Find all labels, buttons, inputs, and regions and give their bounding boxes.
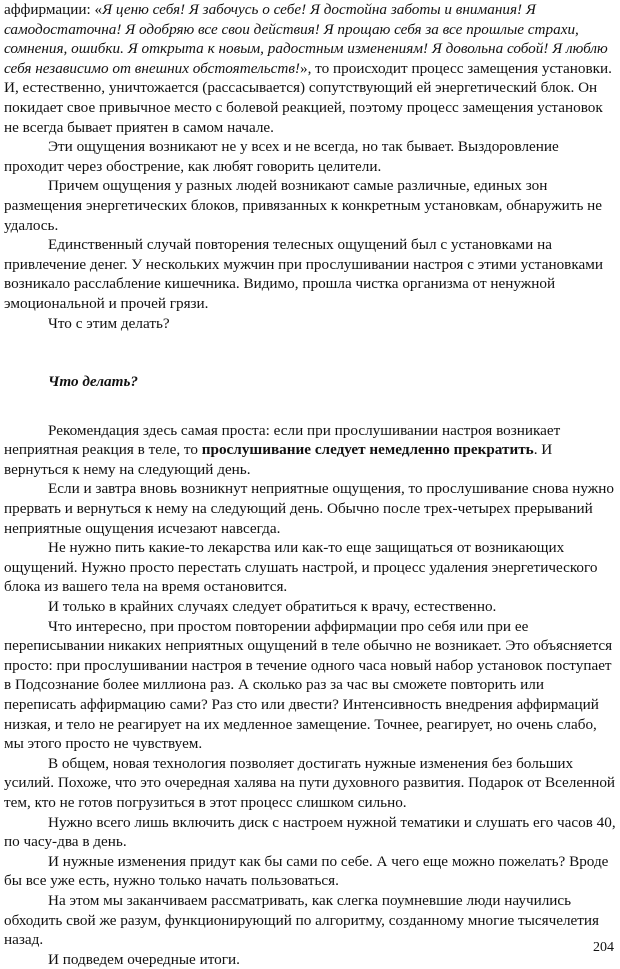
page-number: 204 (593, 940, 614, 955)
paragraph: Единственный случай повторения телесных ощущений был с установками на привлечение денег. У нескольких мужчин при прослушивании настроя с этими установками возникало расслабление кишечника. Видимо, прошла чистка организма от ненужной эмоциональной и прочей грязи. (4, 236, 603, 312)
affirmations-continuation: », то происходит процесс замещения установки. И, естественно, уничтожается (рассасывается) сопутствующий ей энергетический блок. Он покидает свое привычное место с болевой реакцией, поэтому процесс замещения установок не всегда бывает приятен в самом начале. (4, 59, 612, 136)
paragraph: И только в крайних случаях следует обратиться к врачу, естественно. (48, 598, 497, 616)
paragraph: На этом мы заканчиваем рассматривать, как слегка поумневшие люди научились обходить свой же разум, функционирующий по алгоритму, созданному многие тысячелетия назад. (4, 891, 600, 949)
body-text (4, 0, 616, 969)
paragraph: Нужно всего лишь включить диск с настроем нужной тематики и слушать его часов 40, по часу-два в день. (4, 813, 616, 851)
paragraph: Причем ощущения у разных людей возникают самые различные, единых зон размещения энергетических блоков, привязанных к конкретным установкам, обнаружить не удалось. (4, 177, 603, 234)
paragraph-affirmations (4, 0, 616, 137)
paragraph: Не нужно пить какие-то лекарства или как-то еще защищаться от возникающих ощущений. Нужно просто перестать слушать настрой, и процесс удаления энергетического блока из вашего тела на время остановится. (4, 539, 598, 596)
recommendation-text: Рекомендация здесь самая проста: если при прослушивании настроя возникает неприятная реакция в теле, то (4, 421, 561, 459)
paragraph: Если и завтра вновь возникнут неприятные ощущения, то прослушивание снова нужно прервать и вернуться к нему на следующий день. Обычно после трех-четырех прерываний неприятные ощущения исчезают навсегда. (4, 480, 615, 537)
paragraph: И нужные изменения придут как бы сами по себе. А чего еще можно пожелать? Вроде бы все уже есть, нужно только начать пользоваться. (4, 852, 609, 890)
paragraph-recommendation (4, 421, 616, 480)
recommendation-end: . И вернуться к нему на следующий день. (4, 441, 553, 478)
recommendation-emphasis: прослушивание следует немедленно прекратить (201, 441, 534, 459)
section-heading: Что делать? (48, 373, 138, 391)
paragraph: В общем, новая технология позволяет достигать нужные изменения без больших усилий. Похоже, что это очередная халява на пути духовного развития. Подарок от Вселенной тем, кто не готов погрузиться в этот процесс слишком сильно. (4, 754, 616, 811)
affirmations-lead-in: аффирмации: « (4, 1, 103, 18)
paragraph: Что с этим делать? (48, 314, 170, 332)
paragraph: Что интересно, при простом повторении аффирмации про себя или при ее переписывании никаких неприятных ощущений в теле обычно не возникает. Это объясняется просто: при прослушивании настроя в течение одного часа новый набор установок поступает в Подсознание более миллиона раз. А сколько раз за час вы сможете повторить или переписать аффирмацию сами? Раз сто или двести? Интенсивность внедрения аффирмаций низкая, и тело не реагирует на их медленное замещение. Точнее, реагирует, но очень слабо, мы этого просто не чувствуем. (4, 617, 613, 753)
affirmations-quote: Я ценю себя! Я забочусь о себе! Я достойна заботы и внимания! Я самодостаточна! Я одобряю все свои действия! Я прощаю себя за все прошлые страхи, сомнения, ошибки. Я открыта к новым, радостным изменениям! Я довольна собой! Я люблю себя независимо от внешних обстоятельств! (4, 1, 608, 77)
paragraph: И подведем очередные итоги. (48, 950, 240, 968)
paragraph: Эти ощущения возникают не у всех и не всегда, но так бывает. Выздоровление проходит через обострение, как любят говорить целители. (4, 138, 559, 175)
